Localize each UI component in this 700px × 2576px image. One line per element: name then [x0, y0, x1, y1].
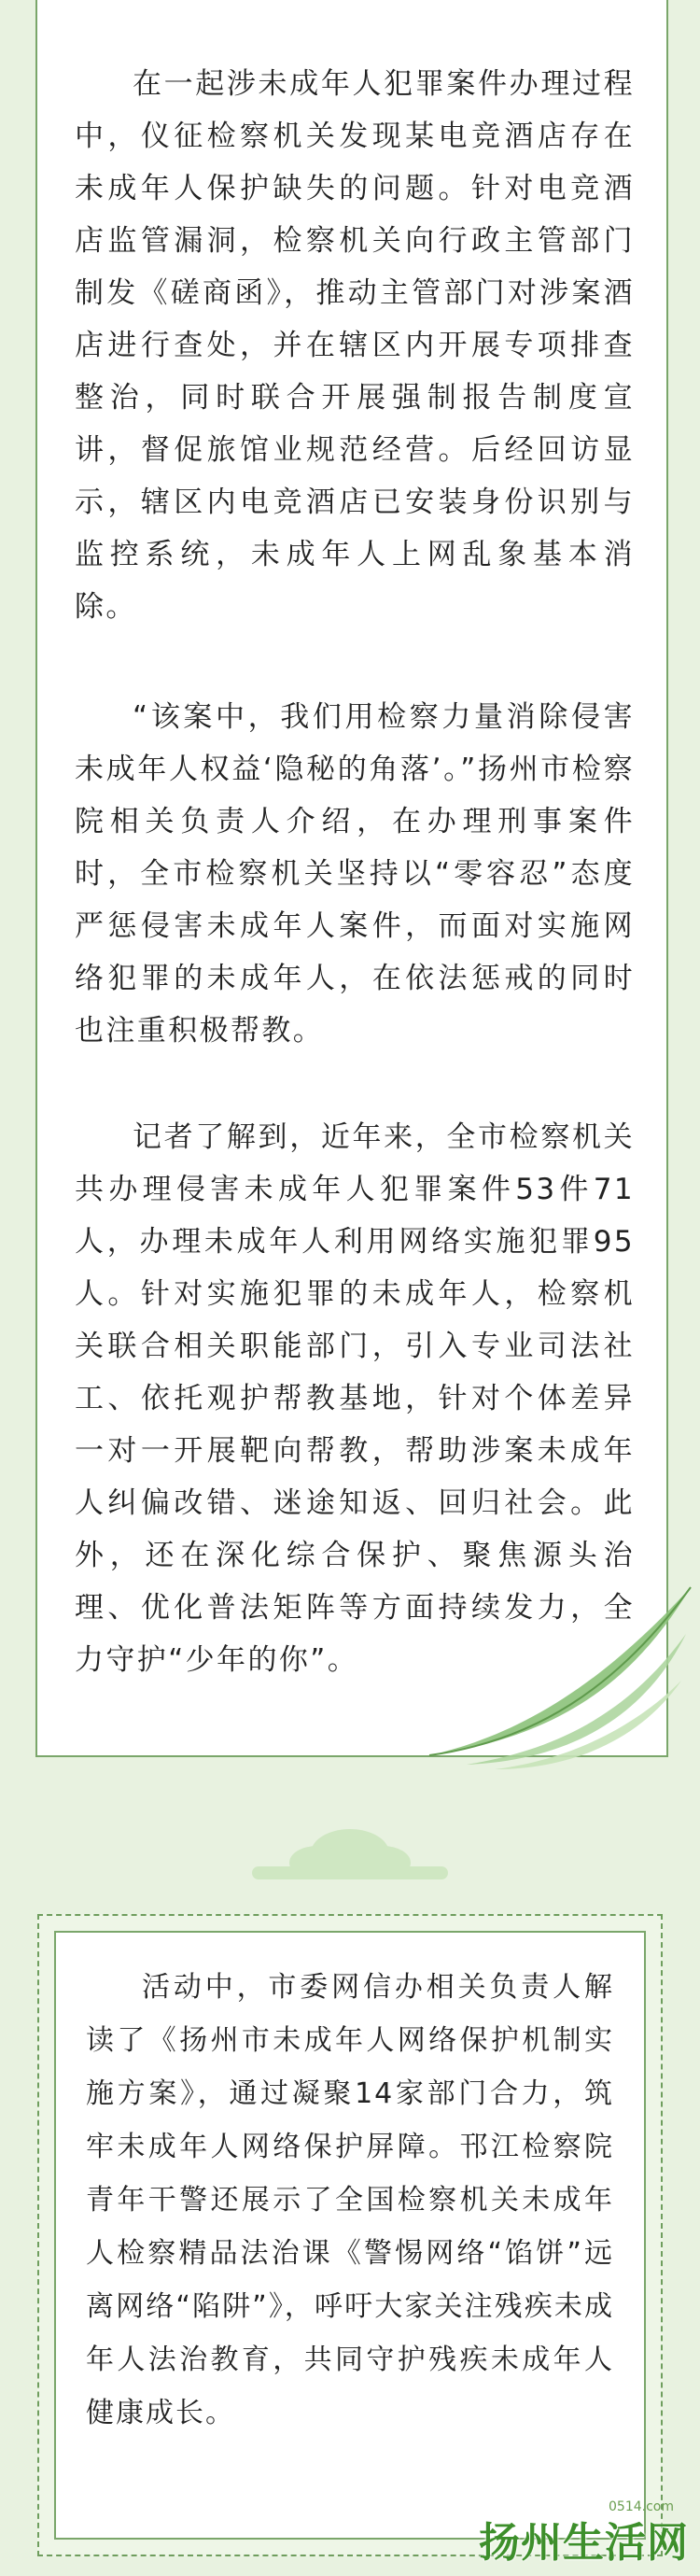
leaf-decoration-icon [411, 1578, 700, 1774]
site-watermark-logo: 扬州生活网 [479, 2519, 689, 2567]
article-paragraph-1: 在一起涉未成年人犯罪案件办理过程中，仪征检察机关发现某电竞酒店存在未成年人保护缺失的问题。针对电竞酒店监管漏洞，检察机关向行政主管部门制发《磋商函》，推动主管部门对涉案酒店进行查处，并在辖区内开展专项排查整治，同时联合开展强制报告制度宣讲，督促旅馆业规范经营。后经回访显示，辖区内电竞酒店已安装身份识别与监控系统，未成年人上网乱象基本消除。 [75, 67, 635, 624]
watermark-url: 0514.com [609, 2499, 674, 2514]
article-panel [35, 0, 668, 1757]
activity-paragraph: 活动中，市委网信办相关负责人解读了《扬州市未成年人网络保护机制实施方案》，通过凝聚14家部门合力，筑牢未成年人网络保护屏障。邗江检察院青年干警还展示了全国检察机关未成年人检察精品法治课《警惕网络“馅饼”远离网络“陷阱”》，呼吁大家关注残疾未成年人法治教育，共同守护残疾未成年人健康成长。 [86, 1971, 614, 2429]
cloud-divider-icon [252, 1816, 448, 1881]
article-paragraph-3: 记者了解到，近年来，全市检察机关共办理侵害未成年人犯罪案件53件71人，办理未成年人利用网络实施犯罪95人。针对实施犯罪的未成年人，检察机关联合相关职能部门，引入专业司法社工、依托观护帮教基地，针对个体差异一对一开展靶向帮教，帮助涉案未成年人纠偏改错、迷途知返、回归社会。此外，还在深化综合保护、聚焦源头治理、优化普法矩阵等方面持续发力，全力守护“少年的你”。 [75, 1120, 635, 1677]
article-paragraph-2: “该案中，我们用检察力量消除侵害未成年人权益‘隐秘的角落’。”扬州市检察院相关负责人介绍，在办理刑事案件时，全市检察机关坚持以“零容忍”态度严惩侵害未成年人案件，而面对实施网络犯罪的未成年人，在依法惩戒的同时也注重积极帮教。 [75, 700, 635, 1048]
